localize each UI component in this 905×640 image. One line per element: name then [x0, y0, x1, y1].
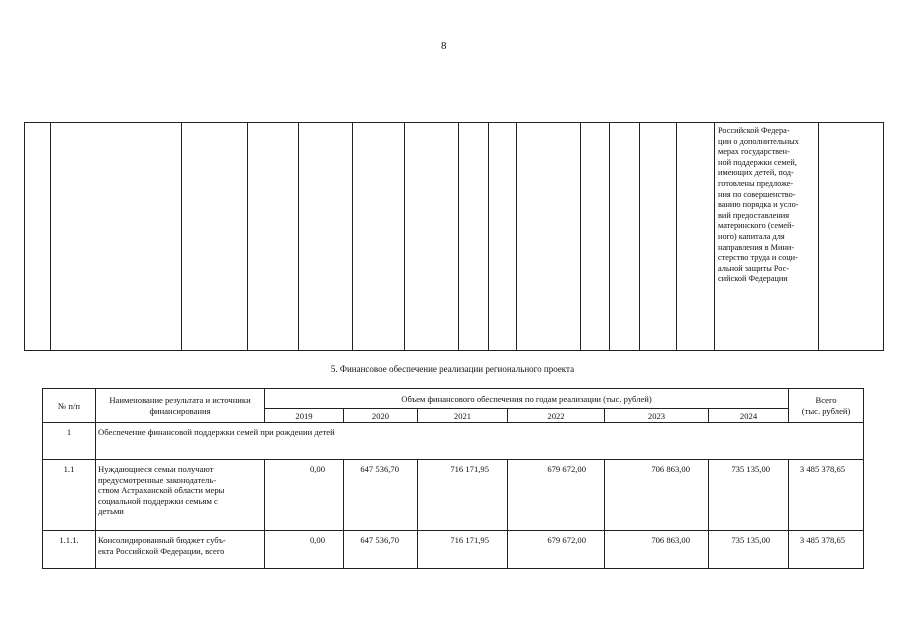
cont-cell — [581, 123, 610, 351]
cont-cell — [489, 123, 517, 351]
value-cell: 679 672,00 — [508, 460, 605, 531]
cont-cell — [182, 123, 248, 351]
text-line: мерах государствен- — [718, 147, 790, 157]
row-num: 1.1 — [43, 460, 96, 531]
text-line: альной защиты Рос- — [718, 263, 790, 273]
header-num: № п/п — [43, 389, 96, 423]
cont-cell — [517, 123, 581, 351]
total-cell: 3 485 378,65 — [789, 460, 864, 531]
cont-cell — [405, 123, 459, 351]
page-number: 8 — [441, 40, 447, 52]
value-cell: 716 171,95 — [418, 531, 508, 569]
row-num: 1.1.1. — [43, 531, 96, 569]
cont-cell — [248, 123, 299, 351]
text-line: стерство труда и соци- — [718, 253, 798, 263]
row-num: 1 — [43, 423, 96, 460]
text-line: ния по совершенство- — [718, 189, 796, 199]
row-name — [96, 531, 265, 569]
row-name-line: социальной поддержки семьям с — [98, 495, 218, 506]
cont-text-cell — [715, 123, 819, 351]
table-row — [43, 423, 864, 460]
header-group: Объем финансового обеспечения по годам реализации (тыс. рублей) — [265, 389, 789, 409]
year-header: 2019 — [265, 409, 344, 423]
text-line: готовлены предложе- — [718, 178, 794, 188]
value-cell: 0,00 — [265, 460, 344, 531]
row-name-line: Нуждающиеся семьи получают — [98, 464, 214, 474]
cont-cell — [353, 123, 405, 351]
financing-table — [42, 388, 864, 569]
text-line: ного) капитала для — [718, 231, 785, 241]
text-line: имеющих детей, под- — [718, 168, 794, 178]
continuation-text — [715, 123, 818, 285]
cont-cell — [51, 123, 182, 351]
text-line: вий предоставления — [718, 210, 790, 220]
row-name — [96, 460, 265, 531]
value-cell: 706 863,00 — [605, 460, 709, 531]
header-total — [789, 389, 864, 423]
cont-cell — [459, 123, 489, 351]
text-line: материнского (семей- — [718, 221, 795, 231]
cont-cell — [25, 123, 51, 351]
year-header: 2020 — [344, 409, 418, 423]
row-name-line: Обеспечение финансовой поддержки семей при рождении детей — [98, 427, 335, 437]
value-cell: 735 135,00 — [709, 460, 789, 531]
value-cell: 679 672,00 — [508, 531, 605, 569]
value-cell: 716 171,95 — [418, 460, 508, 531]
header-total-line: Всего — [815, 394, 837, 405]
value-cell: 647 536,70 — [344, 531, 418, 569]
text-line: ванию порядка и усло- — [718, 200, 799, 210]
year-header: 2023 — [605, 409, 709, 423]
value-cell: 647 536,70 — [344, 460, 418, 531]
header-total-line: (тыс. рублей) — [801, 405, 851, 416]
cont-cell — [610, 123, 640, 351]
row-name-line: ством Астраханской области меры — [98, 485, 225, 496]
cont-cell — [299, 123, 353, 351]
year-header: 2021 — [418, 409, 508, 423]
year-header: 2022 — [508, 409, 605, 423]
text-line: Российской Федера- — [718, 126, 790, 135]
continuation-table — [24, 122, 884, 351]
row-name-line: Консолидированный бюджет субъ- — [98, 535, 226, 545]
value-cell: 735 135,00 — [709, 531, 789, 569]
table-row — [43, 460, 864, 531]
value-cell: 706 863,00 — [605, 531, 709, 569]
text-line: ции о дополнительных — [718, 136, 799, 146]
row-name — [96, 423, 864, 460]
text-line: направления в Мини- — [718, 242, 795, 252]
header-name-line: финансирования — [149, 405, 211, 416]
table-row — [43, 531, 864, 569]
cont-cell — [640, 123, 677, 351]
row-name-line: предусмотренные законодатель- — [98, 474, 217, 485]
total-cell: 3 485 378,65 — [789, 531, 864, 569]
header-name-line: Наименование результата и источники — [109, 394, 251, 405]
cont-cell — [819, 123, 884, 351]
row-name-line: детьми — [98, 506, 124, 517]
text-line: сийской Федерации — [718, 274, 788, 284]
row-name-line: екта Российской Федерации, всего — [98, 545, 225, 556]
section-title: 5. Финансовое обеспечение реализации регионального проекта — [330, 364, 575, 374]
value-cell: 0,00 — [265, 531, 344, 569]
year-header: 2024 — [709, 409, 789, 423]
header-name — [96, 389, 265, 423]
text-line: ной поддержки семей, — [718, 157, 797, 167]
cont-cell — [677, 123, 715, 351]
